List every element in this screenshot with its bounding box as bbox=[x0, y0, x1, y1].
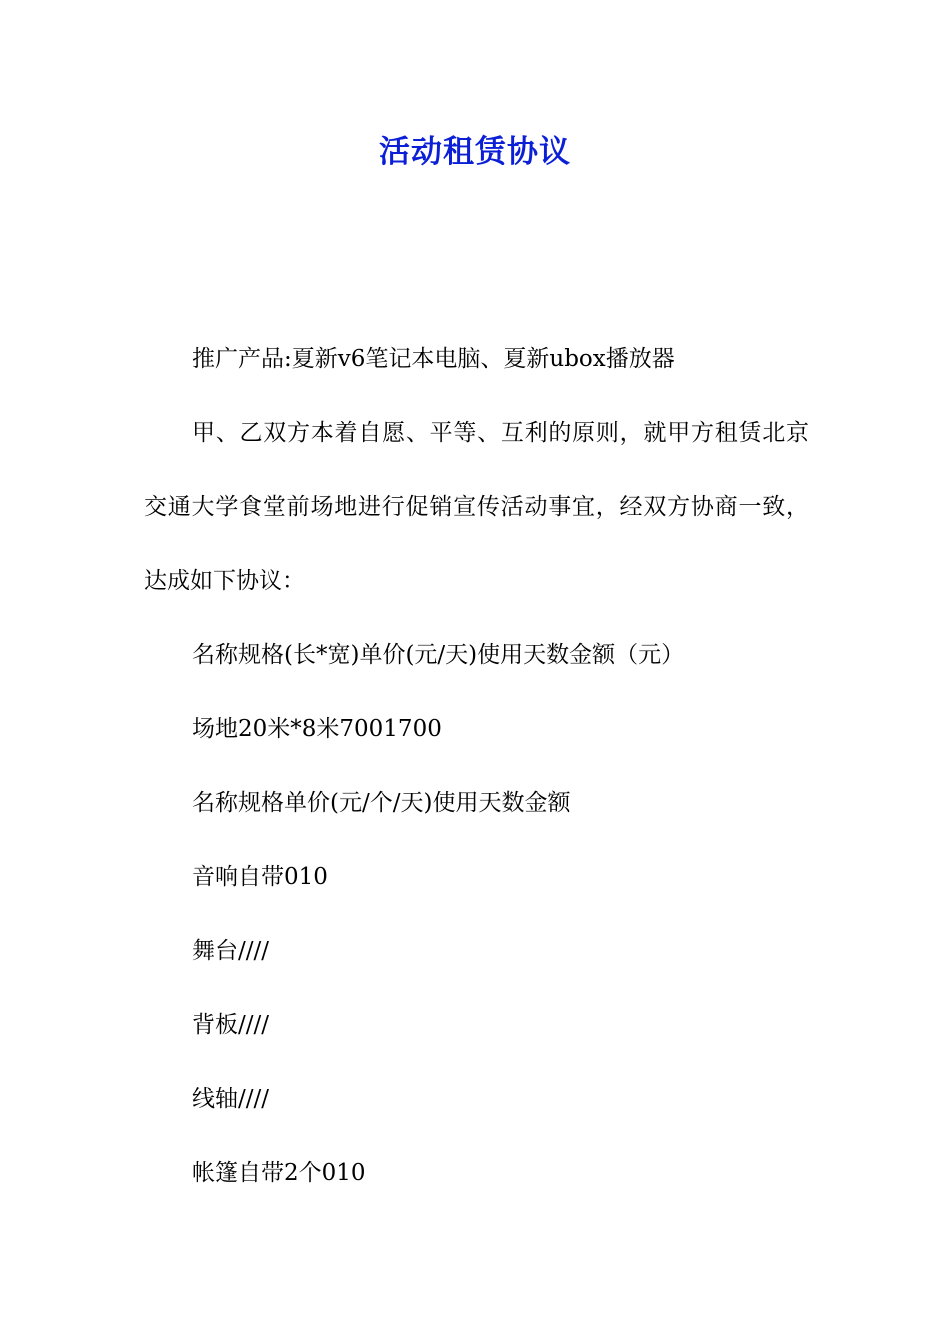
document-title: 活动租赁协议 bbox=[379, 134, 571, 170]
paragraph-equipment-table-header: 名称规格单价(元/个/天)使用天数金额 bbox=[192, 790, 571, 816]
paragraph-equipment-row-cable-reel: 线轴//// bbox=[192, 1086, 269, 1112]
paragraph-equipment-row-tent: 帐篷自带2个010 bbox=[192, 1160, 366, 1186]
paragraph-venue-table-header: 名称规格(长*宽)单价(元/天)使用天数金额（元） bbox=[192, 642, 685, 668]
paragraph-equipment-row-audio: 音响自带010 bbox=[192, 864, 328, 890]
paragraph-equipment-row-stage: 舞台//// bbox=[192, 938, 269, 964]
document-body bbox=[144, 322, 809, 1210]
paragraph-promoted-products: 推广产品:夏新v6笔记本电脑、夏新ubox播放器 bbox=[192, 346, 675, 372]
paragraph-venue-row: 场地20米*8米7001700 bbox=[192, 716, 442, 742]
paragraph-equipment-row-backboard: 背板//// bbox=[192, 1012, 269, 1038]
paragraph-agreement-intro: 甲、乙双方本着自愿、平等、互利的原则，就甲方租赁北京交通大学食堂前场地进行促销宣传活动事宜，经双方协商一致，达成如下协议： bbox=[144, 420, 809, 594]
